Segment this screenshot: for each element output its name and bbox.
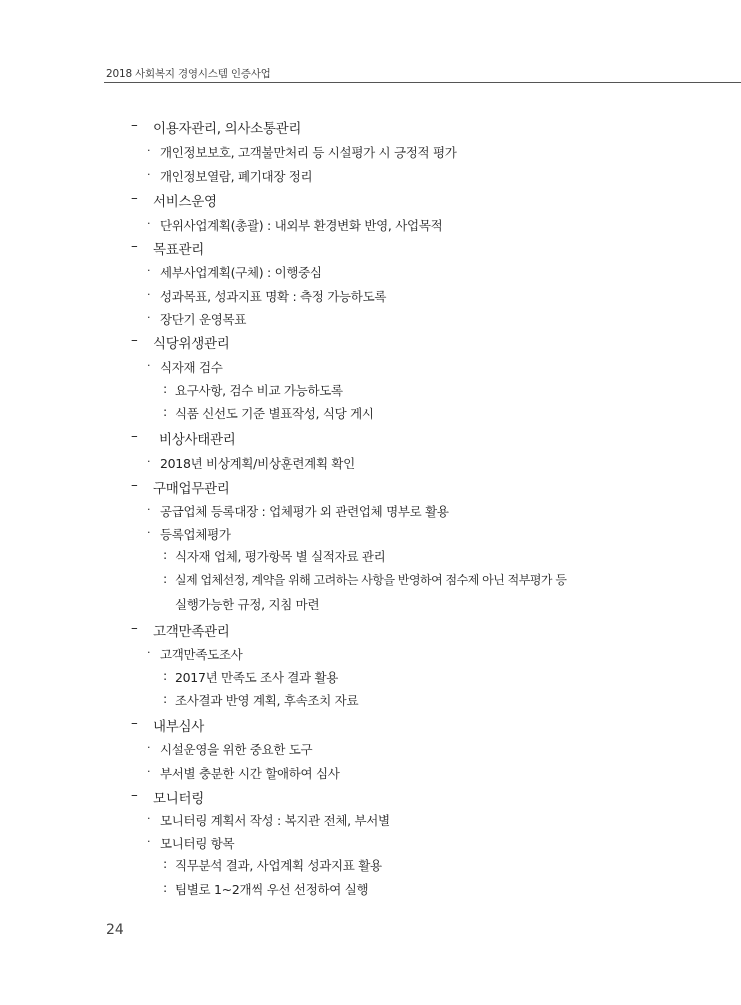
bullet-text: 성과목표, 성과지표 명확 : 측정 가능하도록 xyxy=(160,289,387,304)
dash-marker: – xyxy=(131,620,138,636)
dot-marker: · xyxy=(147,217,151,230)
section-title: 목표관리 xyxy=(153,242,204,258)
dot-marker: · xyxy=(147,812,151,825)
sub-item-text: 요구사항, 검수 비교 가능하도록 xyxy=(175,383,343,398)
sub-item-text: 식품 신선도 기준 별표작성, 식당 게시 xyxy=(175,406,374,421)
dot-marker: · xyxy=(147,455,151,468)
dot-marker: · xyxy=(147,646,151,659)
section-title: 이용자관리, 의사소통관리 xyxy=(153,121,302,137)
dot-marker: · xyxy=(147,835,151,848)
dot-marker: · xyxy=(147,264,151,277)
sub-item-text: 2017년 만족도 조사 결과 활용 xyxy=(175,670,339,685)
bullet-text: 세부사업계획(구체) : 이행중심 xyxy=(160,265,322,280)
bullet-text: 등록업체평가 xyxy=(160,527,231,542)
dash-marker: – xyxy=(131,715,138,731)
colon-marker: : xyxy=(163,880,167,895)
dot-marker: · xyxy=(147,144,151,157)
dash-marker: – xyxy=(131,787,138,803)
sub-item-text: 조사결과 반영 계획, 후속조치 자료 xyxy=(175,693,359,708)
section-title: 비상사태관리 xyxy=(159,432,236,448)
colon-marker: : xyxy=(163,668,167,683)
dot-marker: · xyxy=(147,359,151,372)
dot-marker: · xyxy=(147,311,151,324)
dash-marker: – xyxy=(131,428,138,444)
colon-marker: : xyxy=(163,381,167,396)
dash-marker: – xyxy=(131,332,138,348)
section-title: 식당위생관리 xyxy=(153,336,230,352)
dot-marker: · xyxy=(147,168,151,181)
bullet-text: 부서별 충분한 시간 할애하여 심사 xyxy=(160,766,340,781)
sub-item-text: 직무분석 결과, 사업계획 성과지표 활용 xyxy=(175,858,382,873)
section-title: 구매업무관리 xyxy=(153,481,230,497)
bullet-text: 2018년 비상계획/비상훈련계획 확인 xyxy=(160,456,355,471)
dash-marker: – xyxy=(131,238,138,254)
colon-marker: : xyxy=(163,856,167,871)
bullet-text: 모니터링 항목 xyxy=(160,836,235,851)
dash-marker: – xyxy=(131,190,138,206)
colon-marker: : xyxy=(163,404,167,419)
bullet-text: 장단기 운영목표 xyxy=(160,312,247,327)
dot-marker: · xyxy=(147,741,151,754)
bullet-text: 시설운영을 위한 중요한 도구 xyxy=(160,742,313,757)
bullet-text: 모니터링 계획서 작성 : 복지관 전체, 부서별 xyxy=(160,813,390,828)
bullet-text: 식자재 검수 xyxy=(160,360,223,375)
colon-marker: : xyxy=(163,691,167,706)
dot-marker: · xyxy=(147,503,151,516)
colon-marker: : xyxy=(163,571,167,586)
dash-marker: – xyxy=(131,477,138,493)
section-title: 고객만족관리 xyxy=(153,624,230,640)
section-title: 모니터링 xyxy=(153,791,204,807)
dot-marker: · xyxy=(147,288,151,301)
sub-item-text: 팀별로 1~2개씩 우선 선정하여 실행 xyxy=(175,882,369,897)
bullet-text: 개인정보열람, 폐기대장 정리 xyxy=(160,169,313,184)
running-header-title: 2018 사회복지 경영시스템 인증사업 xyxy=(106,68,271,80)
section-title: 서비스운영 xyxy=(153,194,217,210)
section-title: 내부심사 xyxy=(153,719,204,735)
bullet-text: 단위사업계획(총괄) : 내외부 환경변화 반영, 사업목적 xyxy=(160,218,443,233)
dot-marker: · xyxy=(147,526,151,539)
dot-marker: · xyxy=(147,765,151,778)
dash-marker: – xyxy=(131,117,138,133)
bullet-text: 개인정보보호, 고객불만처리 등 시설평가 시 긍정적 평가 xyxy=(160,145,457,160)
bullet-text: 공급업체 등록대장 : 업체평가 외 관련업체 명부로 활용 xyxy=(160,504,449,519)
sub-item-text: 식자재 업체, 평가항목 별 실적자료 관리 xyxy=(175,549,386,564)
colon-marker: : xyxy=(163,547,167,562)
page-number: 24 xyxy=(106,922,124,938)
bullet-text: 고객만족도조사 xyxy=(160,647,243,662)
continuation-text: 실행가능한 규정, 지침 마련 xyxy=(175,597,320,612)
sub-item-text: 실제 업체선정, 계약을 위해 고려하는 사항을 반영하여 점수제 아닌 적부평가 등 xyxy=(175,573,567,587)
header-divider xyxy=(104,82,741,83)
